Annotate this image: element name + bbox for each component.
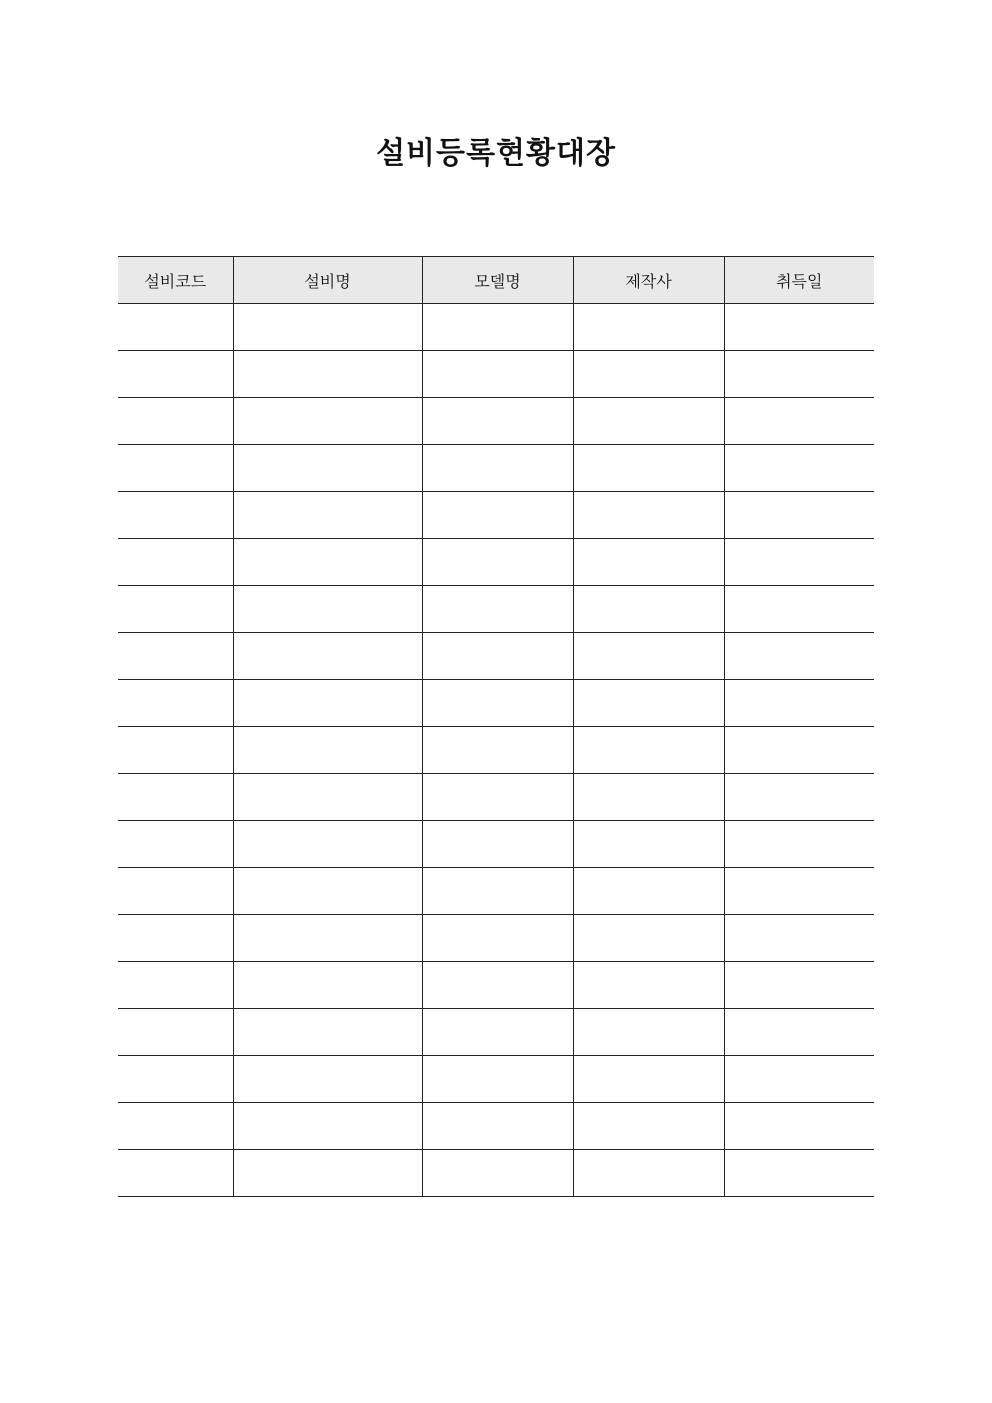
cell-equipment-code[interactable]	[118, 304, 233, 351]
table-row	[118, 680, 874, 727]
table-row	[118, 1150, 874, 1197]
table-row	[118, 774, 874, 821]
cell-acquisition-date[interactable]	[724, 1103, 874, 1150]
cell-model-name[interactable]	[422, 351, 573, 398]
cell-manufacturer[interactable]	[573, 774, 724, 821]
cell-model-name[interactable]	[422, 304, 573, 351]
cell-manufacturer[interactable]	[573, 868, 724, 915]
cell-equipment-code[interactable]	[118, 962, 233, 1009]
cell-manufacturer[interactable]	[573, 1056, 724, 1103]
cell-acquisition-date[interactable]	[724, 1009, 874, 1056]
cell-manufacturer[interactable]	[573, 680, 724, 727]
table-row	[118, 633, 874, 680]
cell-equipment-name[interactable]	[233, 1009, 422, 1056]
header-acquisition-date: 취득일	[724, 257, 874, 304]
cell-manufacturer[interactable]	[573, 821, 724, 868]
cell-equipment-name[interactable]	[233, 1103, 422, 1150]
cell-acquisition-date[interactable]	[724, 868, 874, 915]
cell-equipment-name[interactable]	[233, 1150, 422, 1197]
table-row	[118, 1056, 874, 1103]
cell-equipment-code[interactable]	[118, 1009, 233, 1056]
cell-model-name[interactable]	[422, 1150, 573, 1197]
cell-manufacturer[interactable]	[573, 539, 724, 586]
cell-equipment-name[interactable]	[233, 680, 422, 727]
cell-manufacturer[interactable]	[573, 586, 724, 633]
cell-model-name[interactable]	[422, 492, 573, 539]
cell-model-name[interactable]	[422, 1056, 573, 1103]
cell-acquisition-date[interactable]	[724, 962, 874, 1009]
cell-equipment-code[interactable]	[118, 915, 233, 962]
cell-manufacturer[interactable]	[573, 492, 724, 539]
cell-equipment-name[interactable]	[233, 398, 422, 445]
cell-equipment-code[interactable]	[118, 821, 233, 868]
cell-manufacturer[interactable]	[573, 398, 724, 445]
cell-model-name[interactable]	[422, 727, 573, 774]
cell-acquisition-date[interactable]	[724, 351, 874, 398]
cell-equipment-name[interactable]	[233, 1056, 422, 1103]
cell-equipment-name[interactable]	[233, 492, 422, 539]
cell-manufacturer[interactable]	[573, 304, 724, 351]
cell-equipment-name[interactable]	[233, 304, 422, 351]
cell-equipment-name[interactable]	[233, 445, 422, 492]
table-row	[118, 539, 874, 586]
cell-manufacturer[interactable]	[573, 1150, 724, 1197]
cell-manufacturer[interactable]	[573, 1103, 724, 1150]
cell-equipment-code[interactable]	[118, 539, 233, 586]
header-manufacturer: 제작사	[573, 257, 724, 304]
cell-model-name[interactable]	[422, 774, 573, 821]
cell-equipment-code[interactable]	[118, 633, 233, 680]
cell-equipment-code[interactable]	[118, 492, 233, 539]
cell-equipment-code[interactable]	[118, 1056, 233, 1103]
cell-model-name[interactable]	[422, 821, 573, 868]
cell-manufacturer[interactable]	[573, 727, 724, 774]
cell-equipment-name[interactable]	[233, 586, 422, 633]
cell-equipment-name[interactable]	[233, 868, 422, 915]
cell-acquisition-date[interactable]	[724, 1150, 874, 1197]
cell-acquisition-date[interactable]	[724, 774, 874, 821]
table-row	[118, 915, 874, 962]
cell-equipment-name[interactable]	[233, 915, 422, 962]
table-row	[118, 304, 874, 351]
cell-equipment-code[interactable]	[118, 586, 233, 633]
cell-equipment-name[interactable]	[233, 633, 422, 680]
cell-model-name[interactable]	[422, 539, 573, 586]
page-title: 설비등록현황대장	[376, 136, 616, 171]
cell-equipment-name[interactable]	[233, 774, 422, 821]
cell-model-name[interactable]	[422, 915, 573, 962]
cell-model-name[interactable]	[422, 398, 573, 445]
cell-manufacturer[interactable]	[573, 351, 724, 398]
table-row	[118, 398, 874, 445]
cell-manufacturer[interactable]	[573, 915, 724, 962]
cell-manufacturer[interactable]	[573, 445, 724, 492]
cell-model-name[interactable]	[422, 680, 573, 727]
cell-acquisition-date[interactable]	[724, 915, 874, 962]
cell-equipment-code[interactable]	[118, 774, 233, 821]
cell-manufacturer[interactable]	[573, 1009, 724, 1056]
cell-model-name[interactable]	[422, 586, 573, 633]
table-row	[118, 821, 874, 868]
table-row	[118, 1103, 874, 1150]
equipment-register-table	[118, 256, 874, 1197]
cell-equipment-code[interactable]	[118, 1103, 233, 1150]
table-row	[118, 727, 874, 774]
table-row	[118, 492, 874, 539]
cell-equipment-name[interactable]	[233, 962, 422, 1009]
cell-manufacturer[interactable]	[573, 962, 724, 1009]
cell-acquisition-date[interactable]	[724, 492, 874, 539]
cell-equipment-name[interactable]	[233, 539, 422, 586]
cell-model-name[interactable]	[422, 868, 573, 915]
cell-acquisition-date[interactable]	[724, 1056, 874, 1103]
cell-equipment-code[interactable]	[118, 351, 233, 398]
cell-model-name[interactable]	[422, 1009, 573, 1056]
cell-equipment-code[interactable]	[118, 1150, 233, 1197]
header-equipment-name: 설비명	[233, 257, 422, 304]
cell-equipment-code[interactable]	[118, 445, 233, 492]
table-row	[118, 445, 874, 492]
table-header-row	[118, 257, 874, 304]
table-row	[118, 962, 874, 1009]
cell-acquisition-date[interactable]	[724, 680, 874, 727]
header-equipment-code: 설비코드	[118, 257, 233, 304]
table-body	[118, 304, 874, 1197]
cell-model-name[interactable]	[422, 633, 573, 680]
cell-equipment-code[interactable]	[118, 398, 233, 445]
cell-acquisition-date[interactable]	[724, 727, 874, 774]
cell-acquisition-date[interactable]	[724, 821, 874, 868]
cell-equipment-name[interactable]	[233, 821, 422, 868]
cell-model-name[interactable]	[422, 962, 573, 1009]
cell-acquisition-date[interactable]	[724, 633, 874, 680]
table-row	[118, 1009, 874, 1056]
cell-equipment-name[interactable]	[233, 727, 422, 774]
table-row	[118, 868, 874, 915]
table-row	[118, 351, 874, 398]
table-row	[118, 586, 874, 633]
header-model-name: 모델명	[422, 257, 573, 304]
cell-acquisition-date[interactable]	[724, 445, 874, 492]
cell-acquisition-date[interactable]	[724, 586, 874, 633]
cell-equipment-code[interactable]	[118, 727, 233, 774]
cell-acquisition-date[interactable]	[724, 398, 874, 445]
cell-model-name[interactable]	[422, 1103, 573, 1150]
cell-equipment-name[interactable]	[233, 351, 422, 398]
cell-equipment-code[interactable]	[118, 868, 233, 915]
cell-equipment-code[interactable]	[118, 680, 233, 727]
cell-acquisition-date[interactable]	[724, 539, 874, 586]
cell-manufacturer[interactable]	[573, 633, 724, 680]
cell-model-name[interactable]	[422, 445, 573, 492]
cell-acquisition-date[interactable]	[724, 304, 874, 351]
